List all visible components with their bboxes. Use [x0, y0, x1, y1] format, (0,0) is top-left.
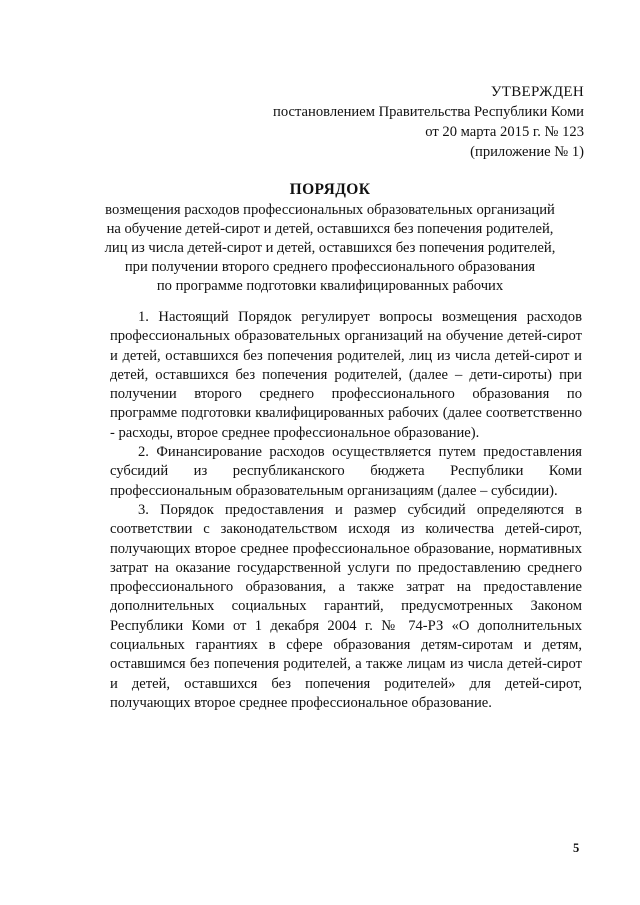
- document-subtitle-line: на обучение детей-сирот и детей, оставшихся без попечения родителей,: [106, 221, 554, 237]
- approval-date-line: от 20 марта 2015 г. № 123: [425, 124, 584, 140]
- paragraph-1: 1. Настоящий Порядок регулирует вопросы возмещения расходов профессиональных образовательных организаций на обучение детей-сирот и детей, оставшихся без попечения родителей, лиц из числа детей-сирот и детей, оставшихся без попечения родителей, (далее – дети-сироты) при получении второго среднего профессионального образования по программе подготовки квалифицированных рабочих (далее соответственно - расходы, второе среднее профессиональное образование).: [110, 309, 582, 441]
- page-number: 5: [573, 841, 580, 855]
- document-subtitle-line: при получении второго среднего профессионального образования: [124, 259, 536, 275]
- approval-appendix-line: (приложение № 1): [470, 144, 584, 160]
- paragraph-3: 3. Порядок предоставления и размер субсидий определяются в соответствии с законодательством исходя из количества детей-сирот, получающих второе среднее профессиональное образование, нормативных затрат на оказание государственной услуги по предоставлению среднего профессионального образования, а также затрат на предоставление дополнительных социальных гарантий, предусмотренных Законом Республики Коми от 1 декабря 2004 г. № 74-РЗ «О дополнительных социальных гарантиях в сфере образования детям-сиротам и детям, оставшимся без попечения родителей, а также лицам из числа детей-сирот и детей, оставшихся без попечения родителей» для детей-сирот, получающих второе среднее профессиональное образование.: [110, 501, 582, 711]
- approval-title: УТВЕРЖДЕН: [490, 84, 584, 100]
- document-subtitle-line: возмещения расходов профессиональных образовательных организаций: [105, 202, 555, 218]
- document-subtitle-line: лиц из числа детей-сирот и детей, оставшихся без попечения родителей,: [104, 240, 556, 256]
- document-title: ПОРЯДОК: [289, 181, 371, 198]
- approval-stamp: [224, 82, 584, 162]
- approval-decree-line: постановлением Правительства Республики Коми: [273, 104, 584, 120]
- document-subtitle-line: по программе подготовки квалифицированных рабочих: [156, 278, 504, 294]
- document-body: [110, 308, 582, 713]
- paragraph-2: 2. Финансирование расходов осуществляется путем предоставления субсидий из республиканского бюджета Республики Коми профессиональным образовательным организациям (далее – субсидии).: [110, 444, 582, 499]
- document-heading: [60, 180, 600, 296]
